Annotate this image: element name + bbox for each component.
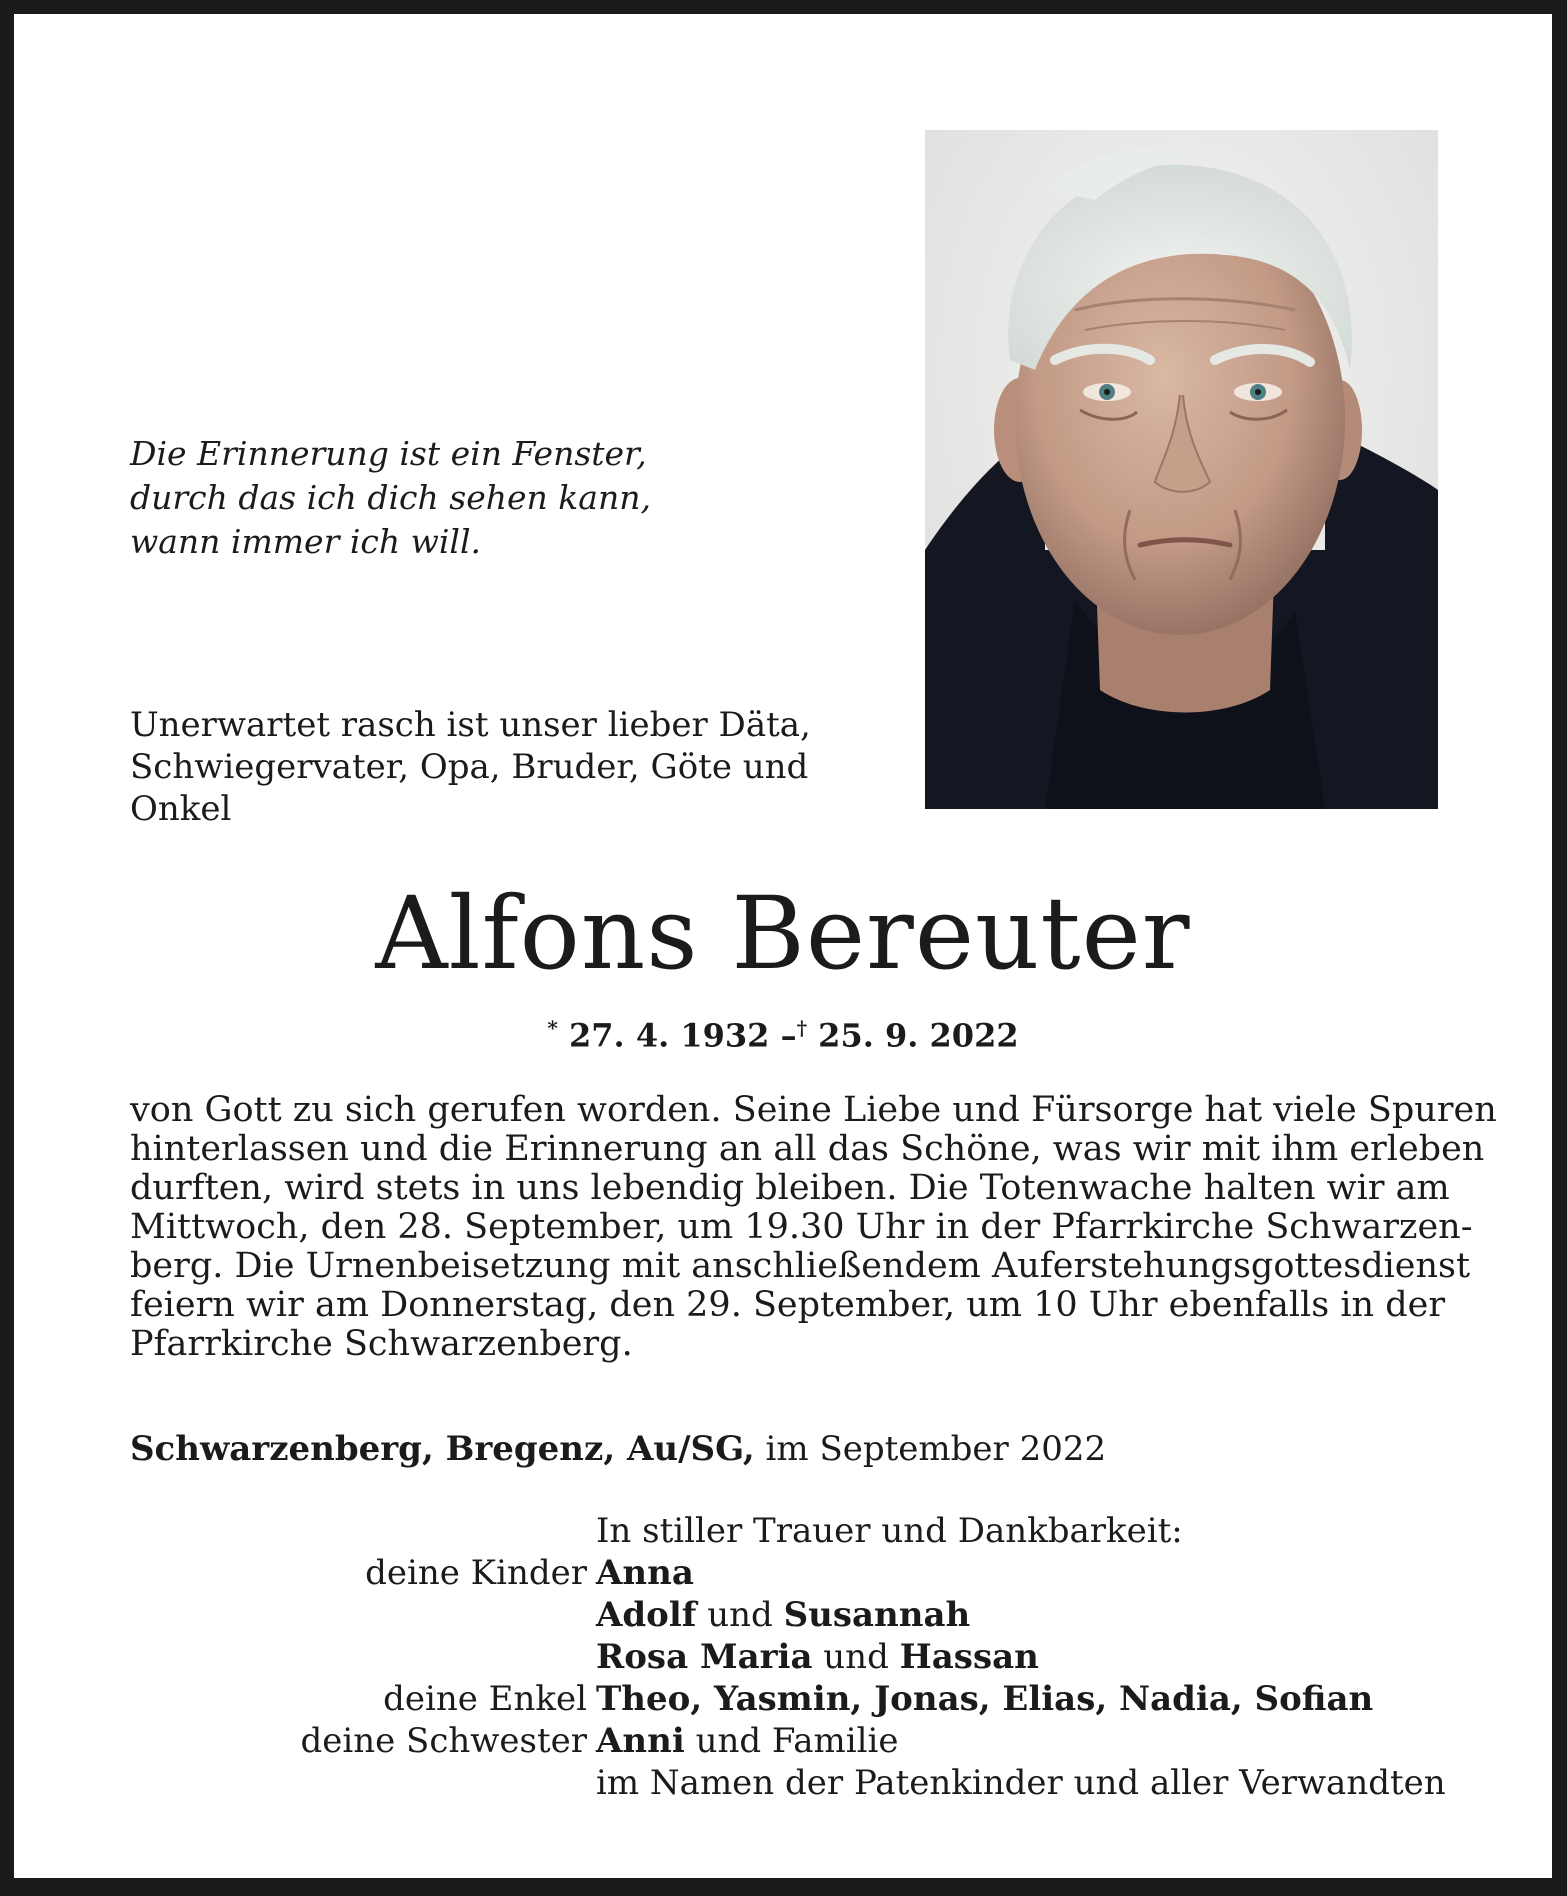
grandchildren-names: Theo, Yasmin, Jonas, Elias, Nadia, Sofian — [596, 1679, 1374, 1719]
body-line: Mittwoch, den 28. September, um 19.30 Uhr in der Pfarrkirche Schwarzen- — [130, 1207, 1473, 1247]
sister-name: Anni — [596, 1721, 685, 1761]
obituary-page — [14, 14, 1552, 1878]
quote-line: durch das ich dich sehen kann, — [130, 478, 651, 517]
sister-row — [14, 1720, 1552, 1762]
body-line: hinterlassen und die Erinnerung an all das Schöne, was wir mit ihm erleben — [130, 1129, 1485, 1169]
place-date: im September 2022 — [765, 1429, 1107, 1469]
death-mark: † — [796, 1016, 808, 1040]
child-name: Rosa Maria — [596, 1637, 813, 1677]
obituary-body — [130, 1090, 1497, 1364]
place-locations: Schwarzenberg, Bregenz, Au/SG, — [130, 1429, 755, 1469]
intro-line: Unerwartet rasch ist unser lieber Däta, — [130, 705, 811, 745]
deceased-name: Alfons Bereuter — [375, 875, 1191, 992]
mourners-list — [14, 1510, 1552, 1804]
grandchildren-row — [14, 1678, 1552, 1720]
life-dates — [14, 1008, 1552, 1056]
children-label: deine Kinder — [365, 1553, 587, 1593]
mourners-heading-row — [14, 1510, 1552, 1552]
child-name: Adolf — [596, 1595, 697, 1635]
intro-line: Onkel — [130, 789, 232, 829]
sister-label: deine Schwester — [300, 1721, 587, 1761]
partner-name: Hassan — [899, 1637, 1039, 1677]
sister-suffix: und Familie — [695, 1721, 899, 1761]
conjunction: und — [823, 1637, 889, 1677]
place-and-date — [130, 1428, 1440, 1470]
body-line: von Gott zu sich gerufen worden. Seine Liebe und Fürsorge hat viele Spuren — [130, 1090, 1497, 1130]
mourners-heading: In stiller Trauer und Dankbarkeit: — [596, 1511, 1183, 1551]
closing-text: im Namen der Patenkinder und aller Verwandten — [596, 1763, 1446, 1803]
children-row — [14, 1552, 1552, 1594]
birth-mark: * — [547, 1016, 558, 1040]
body-line: feiern wir am Donnerstag, den 29. September, um 10 Uhr ebenfalls in der — [130, 1285, 1446, 1325]
partner-name: Susannah — [783, 1595, 971, 1635]
children-row — [14, 1636, 1552, 1678]
portrait-photo — [925, 130, 1438, 809]
birth-date: 27. 4. 1932 — [569, 1016, 770, 1055]
death-date: 25. 9. 2022 — [818, 1016, 1019, 1055]
children-row — [14, 1594, 1552, 1636]
intro-line: Schwiegervater, Opa, Bruder, Göte und — [130, 747, 809, 787]
memorial-quote — [130, 432, 750, 564]
conjunction: und — [707, 1595, 773, 1635]
intro-text — [130, 704, 900, 830]
grandchildren-label: deine Enkel — [383, 1679, 587, 1719]
date-separator: – — [780, 1016, 797, 1055]
body-line: berg. Die Urnenbeisetzung mit anschließendem Auferstehungsgottesdienst — [130, 1246, 1471, 1286]
body-line: durften, wird stets in uns lebendig bleiben. Die Totenwache halten wir am — [130, 1168, 1450, 1208]
quote-line: Die Erinnerung ist ein Fenster, — [130, 434, 647, 473]
child-name: Anna — [596, 1553, 694, 1593]
body-line: Pfarrkirche Schwarzenberg. — [130, 1324, 633, 1364]
closing-row — [14, 1762, 1552, 1804]
quote-line: wann immer ich will. — [130, 522, 482, 561]
